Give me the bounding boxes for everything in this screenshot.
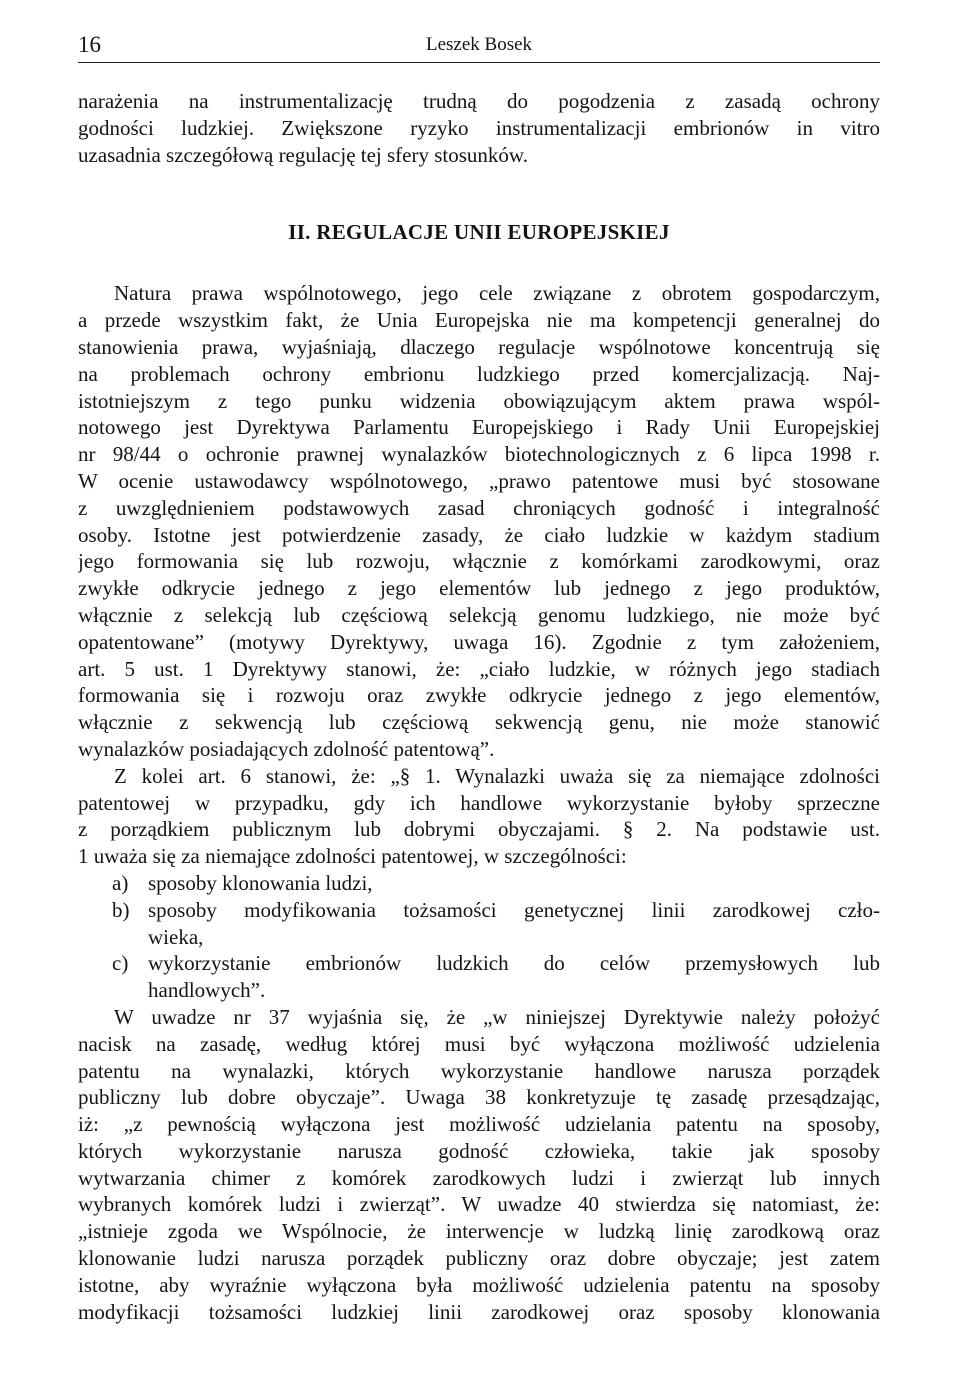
text-line: istotniejszym z tego punku widzenia obowiązującym aktem prawa wspól- [78,388,880,413]
text-line: nr 98/44 o ochronie prawnej wynalazków biotechnologicznych z 6 lipca 1998 r. [78,442,880,467]
text-line: wieka, [148,924,204,949]
text-line: formowania się i rozwoju oraz zwykłe odkrycie jednego z jego elementów, [78,683,880,708]
text-line: patentowej w przypadku, gdy ich handlowe wykorzystanie byłoby sprzeczne [78,790,880,815]
text-line: sposoby modyfikowania tożsamości genetycznej linii zarodkowej czło- [148,897,880,922]
text-line: modyfikacji tożsamości ludzkiej linii zarodkowej oraz sposoby klonowania [78,1299,880,1324]
text-line: art. 5 ust. 1 Dyrektywy stanowi, że: „ciało ludzkie, w różnych jego stadiach [78,656,880,681]
text-line: zwykłe odkrycie jednego z jego elementów lub jednego z jego produktów, [78,576,880,601]
list-item-b [78,897,880,951]
text-line: stanowienia prawa, wyjaśniają, dlaczego regulacje wspólnotowe koncentrują się [78,334,880,359]
list-item-c [78,950,880,1004]
text-line: na problemach ochrony embrionu ludzkiego przed komercjalizacją. Naj- [78,361,880,386]
text-line: iż: „z pewnością wyłączona jest możliwość udzielania patentu na sposoby, [78,1112,880,1137]
enumerated-list [78,870,880,1004]
text-line: 1 uważa się za niemające zdolności patentowej, w szczególności: [78,844,627,869]
text-line: klonowanie ludzi narusza porządek publiczny oraz dobre obyczaje; jest zatem [78,1246,880,1271]
page-header [78,30,880,63]
text-line: Natura prawa wspólnotowego, jego cele związane z obrotem gospodarczym, [114,281,880,306]
list-label: a) [112,870,129,895]
text-line: publiczny lub dobre obyczaje”. Uwaga 38 konkretyzuje tę zasadę przesądzając, [78,1085,880,1110]
text-line: z uwzględnieniem podstawowych zasad chroniących godność i integralność [78,495,880,520]
list-label: b) [112,897,130,922]
text-line: osoby. Istotne jest potwierdzenie zasady, że ciało ludzkie w każdym stadium [78,522,880,547]
list-item-a [78,870,880,897]
text-line: wykorzystanie embrionów ludzkich do celów przemysłowych lub [148,951,880,976]
text-line: jego formowania się lub rozwoju, włącznie z komórkami zarodkowymi, oraz [78,549,880,574]
text-line: nacisk na zasadę, według której musi być wyłączona możliwość udzielenia [78,1031,880,1056]
paragraph-2 [78,763,880,870]
text-line: uzasadnia szczegółową regulację tej sfery stosunków. [78,142,528,167]
page-number: 16 [78,32,101,57]
text-line: wybranych komórek ludzi i zwierząt”. W uwadze 40 stwierdza się natomiast, że: [78,1192,880,1217]
text-line: Z kolei art. 6 stanowi, że: „§ 1. Wynalazki uważa się za niemające zdolności [114,763,880,788]
body-text [78,88,880,1325]
text-line: notowego jest Dyrektywa Parlamentu Europejskiego i Rady Unii Europejskiej [78,415,880,440]
text-line: istotne, aby wyraźnie wyłączona była możliwość udzielenia patentu na sposoby [78,1272,880,1297]
text-line: patentu na wynalazki, których wykorzystanie handlowe narusza porządek [78,1058,880,1083]
text-line: których wykorzystanie narusza godność człowieka, takie jak sposoby [78,1138,880,1163]
paragraph-3 [78,1004,880,1326]
text-line: wytwarzania chimer z komórek zarodkowych ludzi i zwierząt lub innych [78,1165,880,1190]
text-line: handlowych”. [148,978,266,1003]
text-line: wynalazków posiadających zdolność patentową”. [78,736,495,761]
text-line: włącznie z sekwencją lub częściową sekwencją genu, nie może stanowić [78,710,880,735]
text-line: sposoby klonowania ludzi, [148,870,373,895]
section-heading: II. REGULACJE UNII EUROPEJSKIEJ [288,220,670,245]
text-line: włącznie z selekcją lub częściową selekcją genomu ludzkiego, nie może być [78,602,880,627]
text-line: narażenia na instrumentalizację trudną do pogodzenia z zasadą ochrony [78,89,880,113]
text-line: „istnieje zgoda we Wspólnocie, że interwencje w ludzką linię zarodkową oraz [78,1219,880,1244]
intro-paragraph [78,88,880,168]
text-line: godności ludzkiej. Zwiększone ryzyko instrumentalizacji embrionów in vitro [78,115,880,140]
text-line: opatentowane” (motywy Dyrektywy, uwaga 16). Zgodnie z tym założeniem, [78,629,880,654]
running-head-author: Leszek Bosek [425,34,533,55]
text-line: W uwadze nr 37 wyjaśnia się, że „w niniejszej Dyrektywie należy położyć [114,1004,880,1029]
text-line: a przede wszystkim fakt, że Unia Europejska nie ma kompetencji generalnej do [78,308,880,333]
text-line: W ocenie ustawodawcy wspólnotowego, „prawo patentowe musi być stosowane [78,468,880,493]
paragraph-1 [78,280,880,762]
text-line: z porządkiem publicznym lub dobrymi obyczajami. § 2. Na podstawie ust. [78,817,880,842]
list-label: c) [112,951,129,976]
